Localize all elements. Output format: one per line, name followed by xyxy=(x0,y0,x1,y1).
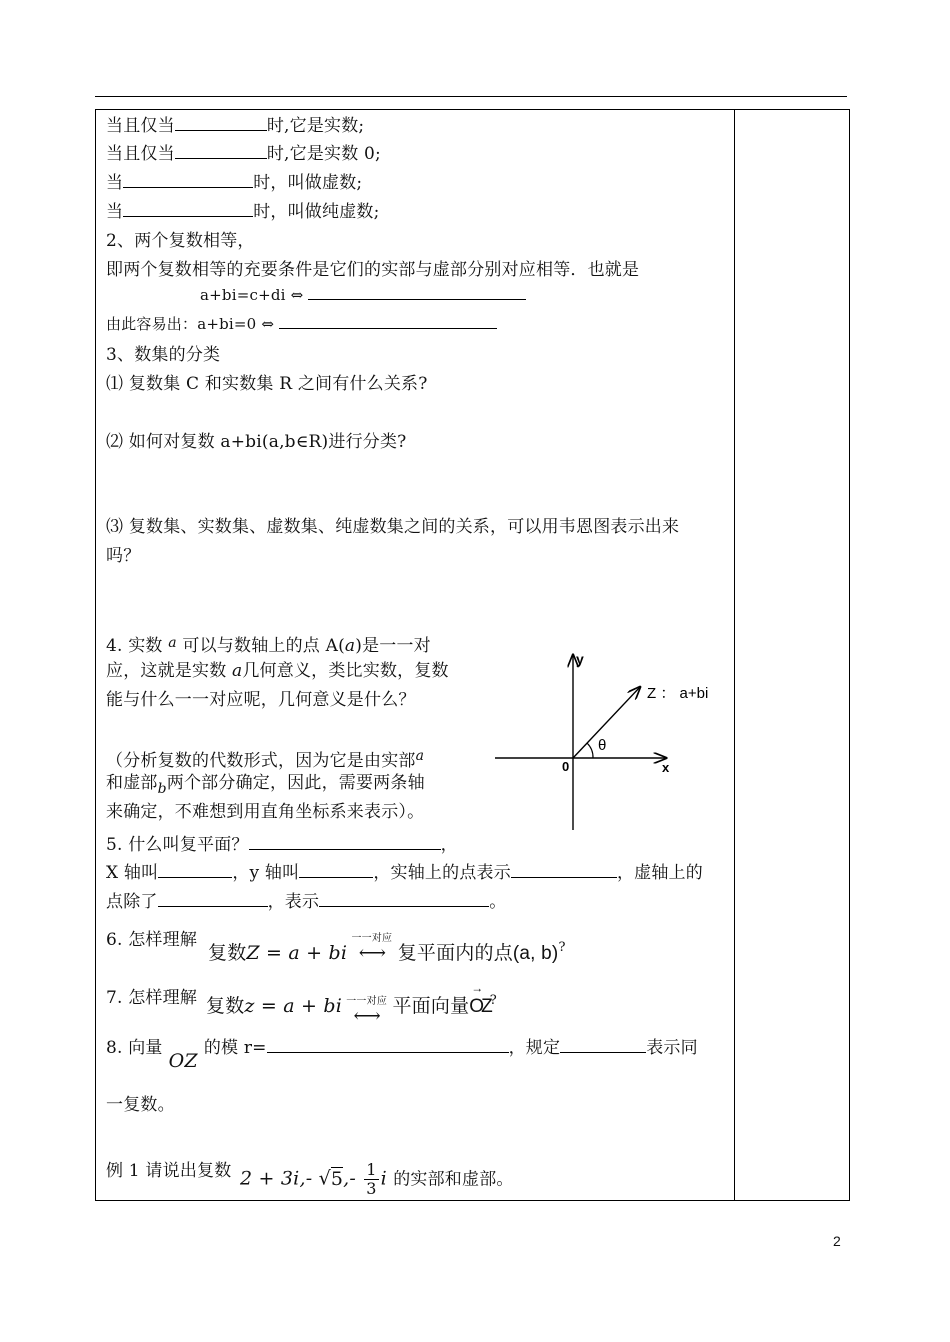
line-zero-condition: 当且仅当 时,它是实数 0; xyxy=(106,144,381,164)
header-rule xyxy=(95,96,847,97)
line-real-condition: 当且仅当 时,它是实数; xyxy=(106,116,365,136)
question-6-formula: 复数Z = a + bi 一一对应 ⟷ 复平面内的点(a, b)? xyxy=(208,933,566,964)
y-axis-label: y xyxy=(576,651,584,667)
question-7-formula: 复数z = a + bi 一一对应 ⟷ 平面向量 → OZ? xyxy=(206,981,497,1027)
example-1: 例 1 请说出复数 xyxy=(106,1161,232,1181)
analysis-line-2: 和虚部$_b$两个部分确定，因此，需要两条轴 xyxy=(106,773,425,797)
question-1: ⑴ 复数集 C 和实数集 R 之间有什么关系? xyxy=(106,374,428,394)
analysis-line-1: （分析复数的代数形式，因为它是由实部$^a$ xyxy=(106,748,425,771)
question-3-cont: 吗？ xyxy=(106,546,141,566)
page-number: 2 xyxy=(833,1233,841,1249)
point-4-line-2: 应，这就是实数 a几何意义，类比实数，复数 xyxy=(106,661,449,681)
complex-plane-diagram xyxy=(490,645,730,835)
section-equality-title: 2、两个复数相等， xyxy=(106,231,255,251)
table-column-divider xyxy=(734,109,735,1201)
point-4-line-3: 能与什么一一对应呢，几何意义是什么？ xyxy=(106,690,416,710)
question-5-imaginary: 点除了 ，表示 。 xyxy=(106,892,507,912)
origin-label: 0 xyxy=(562,759,570,774)
x-axis-label: x xyxy=(662,760,670,775)
question-8-cont: 一复数。 xyxy=(106,1095,175,1115)
question-2: ⑵ 如何对复数 a+bi(a,b∈R)进行分类? xyxy=(106,432,407,452)
question-5: 5. 什么叫复平面？ ， xyxy=(106,835,458,855)
equality-definition: 即两个复数相等的充要条件是它们的实部与虚部分别对应相等．也就是 xyxy=(106,260,640,280)
equality-formula: a+bi=c+di ⇔ xyxy=(200,284,526,306)
point-z-label: Z ： a+bi xyxy=(647,685,709,702)
angle-theta-label: θ xyxy=(598,737,607,754)
question-5-axes: X 轴叫 ，y 轴叫 ，实轴上的点表示 ，虚轴上的 xyxy=(106,863,703,883)
analysis-line-3: 来确定，不难想到用直角坐标系来表示）。 xyxy=(106,802,425,822)
question-3: ⑶ 复数集、实数集、虚数集、纯虚数集之间的关系，可以用韦恩图表示出来 xyxy=(106,517,680,537)
zero-formula: 由此容易出：a+bi=0 ⇔ xyxy=(106,313,497,335)
question-8: 8. 向量OZ的模 r= ，规定 表示同 xyxy=(106,1038,698,1072)
line-imaginary-condition: 当 时，叫做虚数; xyxy=(106,173,363,193)
question-7: 7. 怎样理解 xyxy=(106,988,198,1008)
vector-oz xyxy=(573,687,640,758)
question-6: 6. 怎样理解 xyxy=(106,930,198,950)
angle-arc xyxy=(587,743,593,758)
line-pure-imaginary-condition: 当 时，叫做纯虚数; xyxy=(106,202,380,222)
section-classification-title: 3、数集的分类 xyxy=(106,345,221,365)
example-1-formula: 2 + 3i,- √5,- $\frac{1}{3}$ i 的实部和虚部。 xyxy=(240,1160,514,1198)
point-4-line-1: 4. 实数 $^a$ 可以与数轴上的点 A(a)是一一对 xyxy=(106,635,431,656)
